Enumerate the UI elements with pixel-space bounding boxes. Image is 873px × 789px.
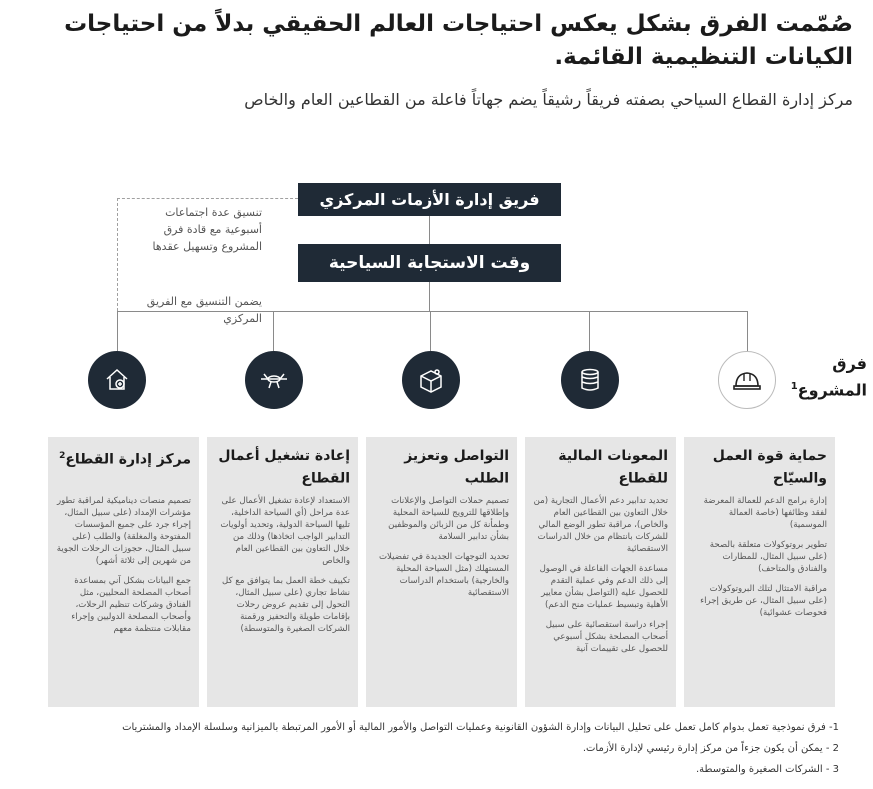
footnote-3: 3 - الشركات الصغيرة والمتوسطة.: [695, 764, 839, 775]
project-teams-label: فرق المشروع$^1$: [790, 354, 867, 400]
column-item: تصميم منصات ديناميكية لمراقبة تطور مؤشرات الإمداد (على سبيل المثال، إجراء جرد على جميع المؤسسات المفتوحة والمغلقة) والطلب (على سبيل المثال، حجوزات الرحلات الجوية من شهرين إلى ثلاثة أشهر): [56, 496, 191, 566]
column-item: إجراء دراسة استقصائية على سبيل أصحاب المصلحة بشكل أسبوعي للحصول على تقييمات آنية: [545, 620, 668, 654]
column-item: تصميم حملات التواصل والإعلانات وإطلاقها للترويج للسياحة المحلية وطمأنة كل من الزبائن والموظفين بشأن تدابير السلامة: [388, 496, 509, 542]
coordination-note: يضمن التنسيق مع الفريق المركزي: [146, 295, 262, 325]
plane-icon: [245, 351, 303, 409]
column-title: إعادة تشغيل أعمال القطاع: [218, 448, 350, 487]
connector-box-to-bus: [429, 282, 430, 311]
column-sector-center: [48, 437, 199, 707]
connector-box-to-box: [429, 216, 430, 244]
footnote-1: 1- فرق نموذجية تعمل بدوام كامل تعمل على تحليل البيانات وإدارة الشؤون القانونية وعمليات التواصل والأمور المالية أو الأمور المرتبطة بالميزانية وسلسلة الإمداد والمشتريات: [122, 722, 839, 733]
drop-5: [117, 311, 118, 351]
house-plus-icon: [88, 351, 146, 409]
coins-icon: [561, 351, 619, 409]
column-financial-aid: [525, 437, 676, 707]
column-item: تكييف خطة العمل بما يتوافق مع كل نشاط تجاري (على سبيل المثال، التحول إلى تقديم عروض رحلات بإقامات طويلة والتحفيز ورقمنة الشركات الصغيرة والمتوسطة): [221, 576, 350, 634]
column-item: تطوير بروتوكولات متعلقة بالصحة (على سبيل المثال، للمطارات والفنادق والمتاحف): [709, 540, 827, 574]
page-title: صُمّمت الفرق بشكل يعكس احتياجات العالم الحقيقي بدلاً من احتياجات الكيانات التنظيمية القائمة.: [64, 11, 853, 70]
hardhat-icon: [718, 351, 776, 409]
central-crisis-team-box: فريق إدارة الأزمات المركزي: [298, 183, 561, 216]
column-business-restart: [207, 437, 358, 707]
weekly-meetings-note: تنسيق عدة اجتماعات أسبوعية مع قادة فرق المشروع وتسهيل عقدها: [152, 206, 262, 253]
column-title: التواصل وتعزيز الطلب: [404, 448, 509, 487]
box-tag-icon: [402, 351, 460, 409]
column-item: جمع البيانات بشكل آني بمساعدة أصحاب المصلحة المحليين، مثل الفنادق وشركات تنظيم الرحلات، وأصحاب المصلحة الدوليين وإجراء مقابلات منتظمة معهم: [71, 576, 191, 634]
column-item: مساعدة الجهات الفاعلة في الوصول إلى ذلك الدعم وفي عملية التقدم للحصول عليه (التواصل بشأن معايير الأهلية وتبسيط عمليات منح الدعم): [539, 564, 668, 610]
column-title: مركز إدارة القطاع$^2$: [59, 451, 191, 468]
column-communication-demand: [366, 437, 517, 707]
column-item: مراقبة الامتثال لتلك البروتوكولات (على سبيل المثال، عن طريق إجراء فحوصات عشوائية): [700, 584, 827, 618]
drop-3: [430, 311, 431, 351]
column-workforce-protection: [684, 437, 835, 707]
drop-2: [589, 311, 590, 351]
dashed-link-vertical: [117, 198, 118, 311]
drop-4: [273, 311, 274, 351]
column-item: تحديد تدابير دعم الأعمال التجارية (من خلال التعاون بين القطاعين العام والخاص)، مراقبة تطور الوضع المالي للشركات بانتظام من خلال الدراسات الاستقصائية: [533, 496, 668, 554]
drop-1: [747, 311, 748, 351]
page-subtitle: مركز إدارة القطاع السياحي بصفته فريقاً رشيقاً يضم جهاتاً فاعلة من القطاعين العام والخاص: [244, 90, 853, 109]
dashed-link-horizontal: [117, 198, 298, 199]
column-item: إدارة برامج الدعم للعمالة المعرضة لفقد وظائفها (خاصة العمالة الموسمية): [703, 496, 827, 530]
column-item: تحديد التوجهات الجديدة في تفضيلات المستهلك (مثل السياحة المحلية والخارجية) باستخدام الدراسات الاستقصائية: [378, 552, 509, 598]
column-item: الاستعداد لإعادة تشغيل الأعمال على عدة مراحل (أي السياحة الداخلية، تليها السياحة الدولية، وتحديد أولويات التدابير الواجب اتخاذها) وذلك من خلال التعاون بين القطاعين العام والخاص: [220, 496, 350, 566]
footnote-2: 2 - يمكن أن يكون جزءاً من مركز إدارة رئيسي لإدارة الأزمات.: [582, 743, 839, 754]
column-title: حماية قوة العمل والسيّاح: [712, 448, 827, 487]
tourism-response-time-box: وقت الاستجابة السياحية: [298, 244, 561, 282]
column-title: المعونات المالية للقطاع: [558, 448, 668, 487]
